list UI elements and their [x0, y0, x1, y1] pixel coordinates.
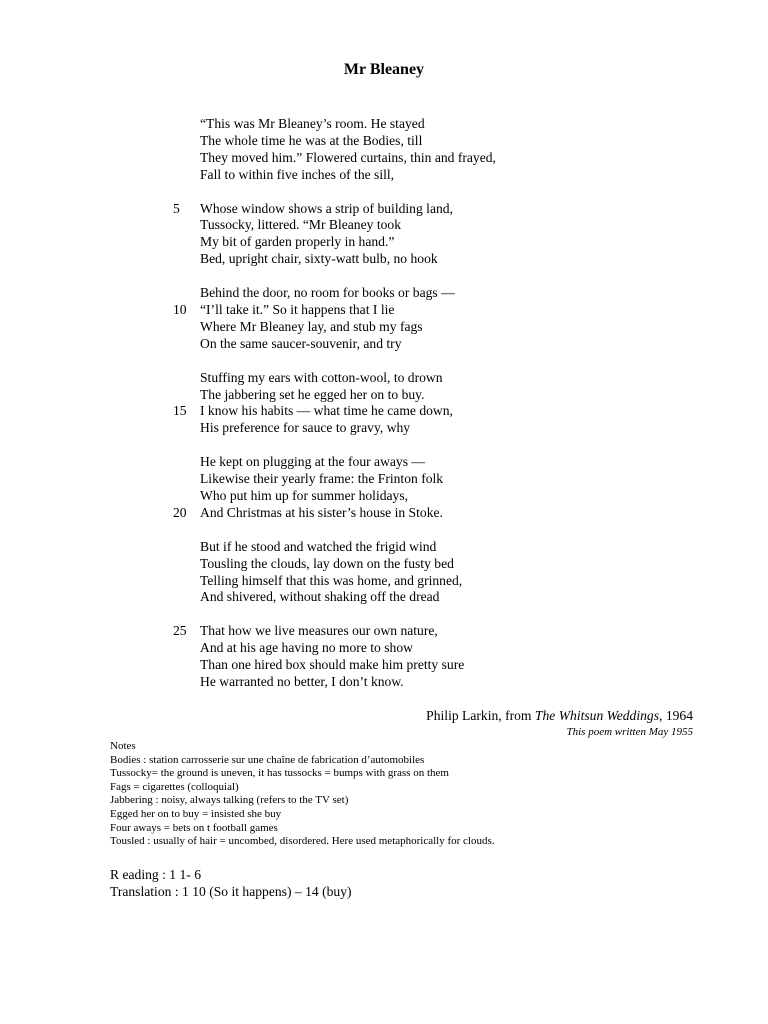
- stanza: [0, 454, 768, 522]
- line-text: The jabbering set he egged her on to buy.: [200, 386, 425, 402]
- poem-line: [0, 623, 768, 640]
- line-text: Stuffing my ears with cotton-wool, to drown: [200, 369, 443, 385]
- line-text: “I’ll take it.” So it happens that I lie: [200, 302, 395, 318]
- line-number: 15: [173, 403, 187, 419]
- translation-instruction: Translation : 1 10 (So it happens) – 14 (buy): [110, 884, 352, 899]
- note-item: Tussocky= the ground is uneven, it has tussocks = bumps with grass on them: [110, 767, 449, 780]
- line-text: Tousling the clouds, lay down on the fusty bed: [200, 555, 454, 571]
- attribution-prefix: Philip Larkin, from: [426, 708, 535, 723]
- attribution-book-title: The Whitsun Weddings: [534, 708, 660, 723]
- poem-title: Mr Bleaney: [343, 61, 425, 78]
- note-item: Fags = cigarettes (colloquial): [110, 780, 239, 793]
- attribution: [426, 707, 693, 725]
- poem-line: [0, 116, 768, 133]
- poem-line: [0, 657, 768, 674]
- line-text: The whole time he was at the Bodies, till: [200, 132, 423, 148]
- poem-line: [0, 674, 768, 691]
- note-item: Four aways = bets on t football games: [110, 821, 278, 834]
- line-text: Where Mr Bleaney lay, and stub my fags: [200, 318, 423, 334]
- notes-list: [110, 754, 495, 849]
- poem-line: [0, 370, 768, 387]
- line-text: But if he stood and watched the frigid wind: [200, 538, 437, 554]
- poem-line: [0, 640, 768, 657]
- poem-line: [0, 319, 768, 336]
- reading-instruction: R eading : 1 1- 6: [110, 867, 201, 882]
- notes-section: [110, 740, 495, 849]
- poem-line: [0, 234, 768, 251]
- poem-line: [0, 167, 768, 184]
- poem-line: [0, 201, 768, 218]
- poem-line: [0, 133, 768, 150]
- line-text: Bed, upright chair, sixty-watt bulb, no hook: [200, 251, 438, 267]
- line-number: 10: [173, 302, 187, 318]
- line-text: Than one hired box should make him pretty sure: [200, 657, 465, 673]
- line-text: That how we live measures our own nature,: [200, 623, 438, 639]
- exercise-section: [110, 866, 352, 900]
- note-item: Jabbering : noisy, always talking (refers to the TV set): [110, 794, 349, 807]
- stanza: [0, 623, 768, 691]
- line-text: Tussocky, littered. “Mr Bleaney took: [200, 217, 401, 233]
- poem-line: [0, 336, 768, 353]
- notes-heading: Notes: [110, 740, 136, 752]
- stanza: [0, 539, 768, 607]
- line-text: And Christmas at his sister’s house in Stoke.: [200, 504, 443, 520]
- line-text: He kept on plugging at the four aways —: [200, 454, 426, 470]
- stanza: [0, 370, 768, 438]
- note-item: Bodies : station carrosserie sur une chaîne de fabrication d’automobiles: [110, 753, 425, 766]
- line-text: Whose window shows a strip of building land,: [200, 200, 453, 216]
- poem-line: [0, 539, 768, 556]
- poem-line: [0, 505, 768, 522]
- stanza: [0, 201, 768, 269]
- poem-line: [0, 150, 768, 167]
- line-text: On the same saucer-souvenir, and try: [200, 335, 402, 351]
- line-number: 25: [173, 623, 187, 639]
- line-text: My bit of garden properly in hand.”: [200, 234, 395, 250]
- stanza: [0, 116, 768, 184]
- line-text: Behind the door, no room for books or bags —: [200, 285, 455, 301]
- poem-line: [0, 556, 768, 573]
- stanza: [0, 285, 768, 353]
- poem-line: [0, 251, 768, 268]
- line-text: “This was Mr Bleaney’s room. He stayed: [200, 116, 425, 131]
- line-text: I know his habits — what time he came down,: [200, 403, 453, 419]
- poem-body: [0, 116, 768, 708]
- note-item: Egged her on to buy = insisted she buy: [110, 807, 282, 820]
- poem-line: [0, 454, 768, 471]
- line-number: 20: [173, 504, 187, 520]
- poem-line: [0, 420, 768, 437]
- line-text: They moved him.” Flowered curtains, thin and frayed,: [200, 149, 496, 165]
- poem-line: [0, 217, 768, 234]
- line-text: His preference for sauce to gravy, why: [200, 420, 411, 436]
- line-text: Telling himself that this was home, and grinned,: [200, 572, 463, 588]
- poem-line: [0, 302, 768, 319]
- note-item: Tousled : usually of hair = uncombed, disordered. Here used metaphorically for clouds.: [110, 835, 495, 848]
- poem-line: [0, 573, 768, 590]
- line-text: Likewise their yearly frame: the Frinton folk: [200, 471, 444, 487]
- poem-line: [0, 387, 768, 404]
- poem-line: [0, 589, 768, 606]
- poem-line: [0, 488, 768, 505]
- line-number: 5: [173, 200, 180, 216]
- line-text: Fall to within five inches of the sill,: [200, 166, 395, 182]
- line-text: And at his age having no more to show: [200, 640, 413, 656]
- written-date: This poem written May 1955: [566, 726, 693, 738]
- line-text: Who put him up for summer holidays,: [200, 488, 409, 504]
- line-text: He warranted no better, I don’t know.: [200, 674, 404, 690]
- poem-line: [0, 403, 768, 420]
- attribution-year: , 1964: [659, 708, 693, 723]
- line-text: And shivered, without shaking off the dread: [200, 589, 440, 605]
- poem-line: [0, 471, 768, 488]
- poem-line: [0, 285, 768, 302]
